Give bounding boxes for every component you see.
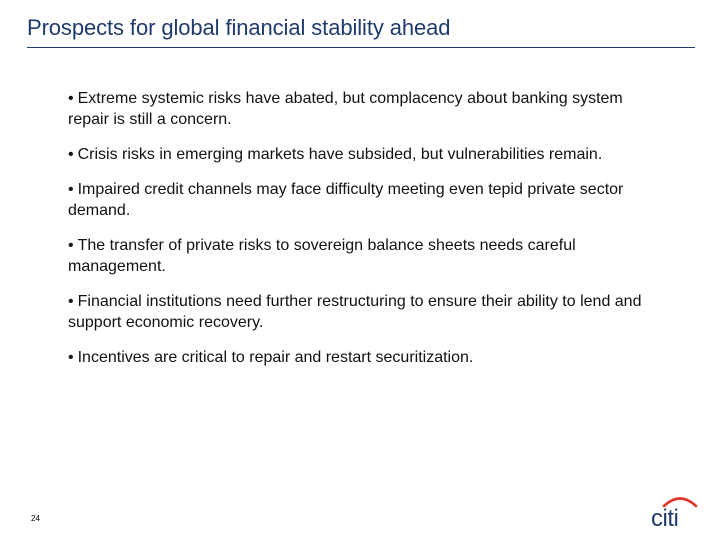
bullet-icon: • xyxy=(68,349,74,366)
citi-logo-text: citi xyxy=(651,505,679,528)
bullet-text: The transfer of private risks to sovereign balance sheets needs careful management. xyxy=(68,237,576,275)
title-divider xyxy=(27,47,695,48)
bullet-text: Crisis risks in emerging markets have subsided, but vulnerabilities remain. xyxy=(77,146,603,163)
bullet-icon: • xyxy=(68,146,74,163)
bullet-text: Incentives are critical to repair and restart securitization. xyxy=(77,349,474,366)
page-number: 24 xyxy=(31,514,40,523)
bullet-item xyxy=(68,235,668,277)
bullet-text: Extreme systemic risks have abated, but complacency about banking system repair is still a concern. xyxy=(68,90,623,128)
bullet-list xyxy=(68,88,668,382)
bullet-item xyxy=(68,347,668,368)
bullet-icon: • xyxy=(68,293,74,310)
bullet-item xyxy=(68,179,668,221)
bullet-text: Financial institutions need further restructuring to ensure their ability to lend and support economic recovery. xyxy=(68,293,642,331)
slide-title: Prospects for global financial stability ahead xyxy=(27,15,451,40)
bullet-icon: • xyxy=(68,181,74,198)
bullet-icon: • xyxy=(68,237,74,254)
bullet-item xyxy=(68,88,668,130)
bullet-icon: • xyxy=(68,90,74,107)
bullet-item xyxy=(68,144,668,165)
bullet-text: Impaired credit channels may face difficulty meeting even tepid private sector demand. xyxy=(68,181,624,219)
bullet-item xyxy=(68,291,668,333)
citi-logo-icon xyxy=(650,492,698,528)
